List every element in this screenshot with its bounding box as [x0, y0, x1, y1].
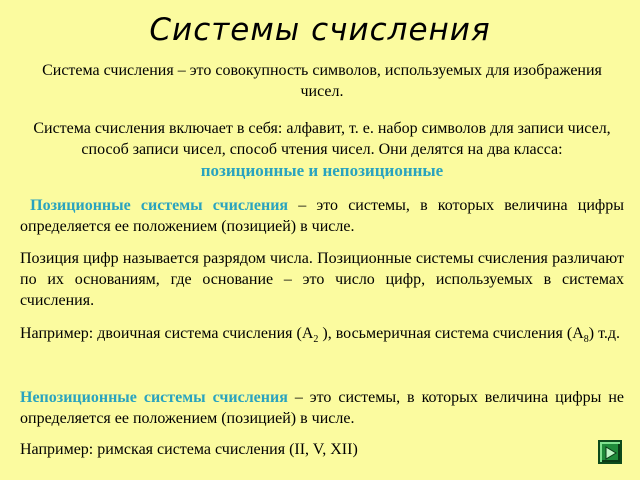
- positional-text: – это системы, в которых величина цифры определяется ее положением (позицией) в числе.: [20, 197, 624, 235]
- base-8-subscript: 8: [583, 334, 589, 346]
- definition-paragraph: Система счисления – это совокупность символов, используемых для изображения чисел.: [42, 62, 602, 100]
- composition-text: Система счисления включает в себя: алфавит, т. е. набор символов для записи чисел, способ записи чисел, способ чтения чисел. Они делятся на два класса:: [33, 120, 611, 158]
- example-part-b: ), восьмеричная система счисления (А: [318, 325, 584, 342]
- classes-highlight: позиционные и непозиционные: [200, 161, 444, 180]
- digit-position-paragraph: Позиция цифр называется разрядом числа. Позиционные системы счисления различают по их основаниям, где основание – это число цифр, используемых в системах счисления.: [20, 250, 624, 309]
- next-slide-button[interactable]: [598, 440, 622, 464]
- nonpositional-paragraph: [20, 387, 624, 429]
- roman-example-paragraph: Например: римская система счисления (II, V, XII): [20, 441, 358, 458]
- nonpositional-text: – это системы, в которых величина цифры не определяется ее положением (позицией) в числе.: [20, 389, 624, 427]
- play-next-icon: [605, 446, 617, 460]
- positional-example-paragraph: [20, 322, 624, 352]
- base-2-subscript: 2: [313, 334, 319, 346]
- page-title: Системы счисления: [149, 12, 491, 48]
- positional-paragraph: [20, 195, 624, 237]
- example-part-c: ) т.д.: [588, 325, 621, 342]
- nonpositional-term: Непозиционные системы счисления: [20, 389, 288, 406]
- positional-term: Позиционные системы счисления: [30, 197, 289, 214]
- composition-paragraph: [20, 118, 624, 182]
- example-part-a: Например: двоичная система счисления (А: [20, 325, 314, 342]
